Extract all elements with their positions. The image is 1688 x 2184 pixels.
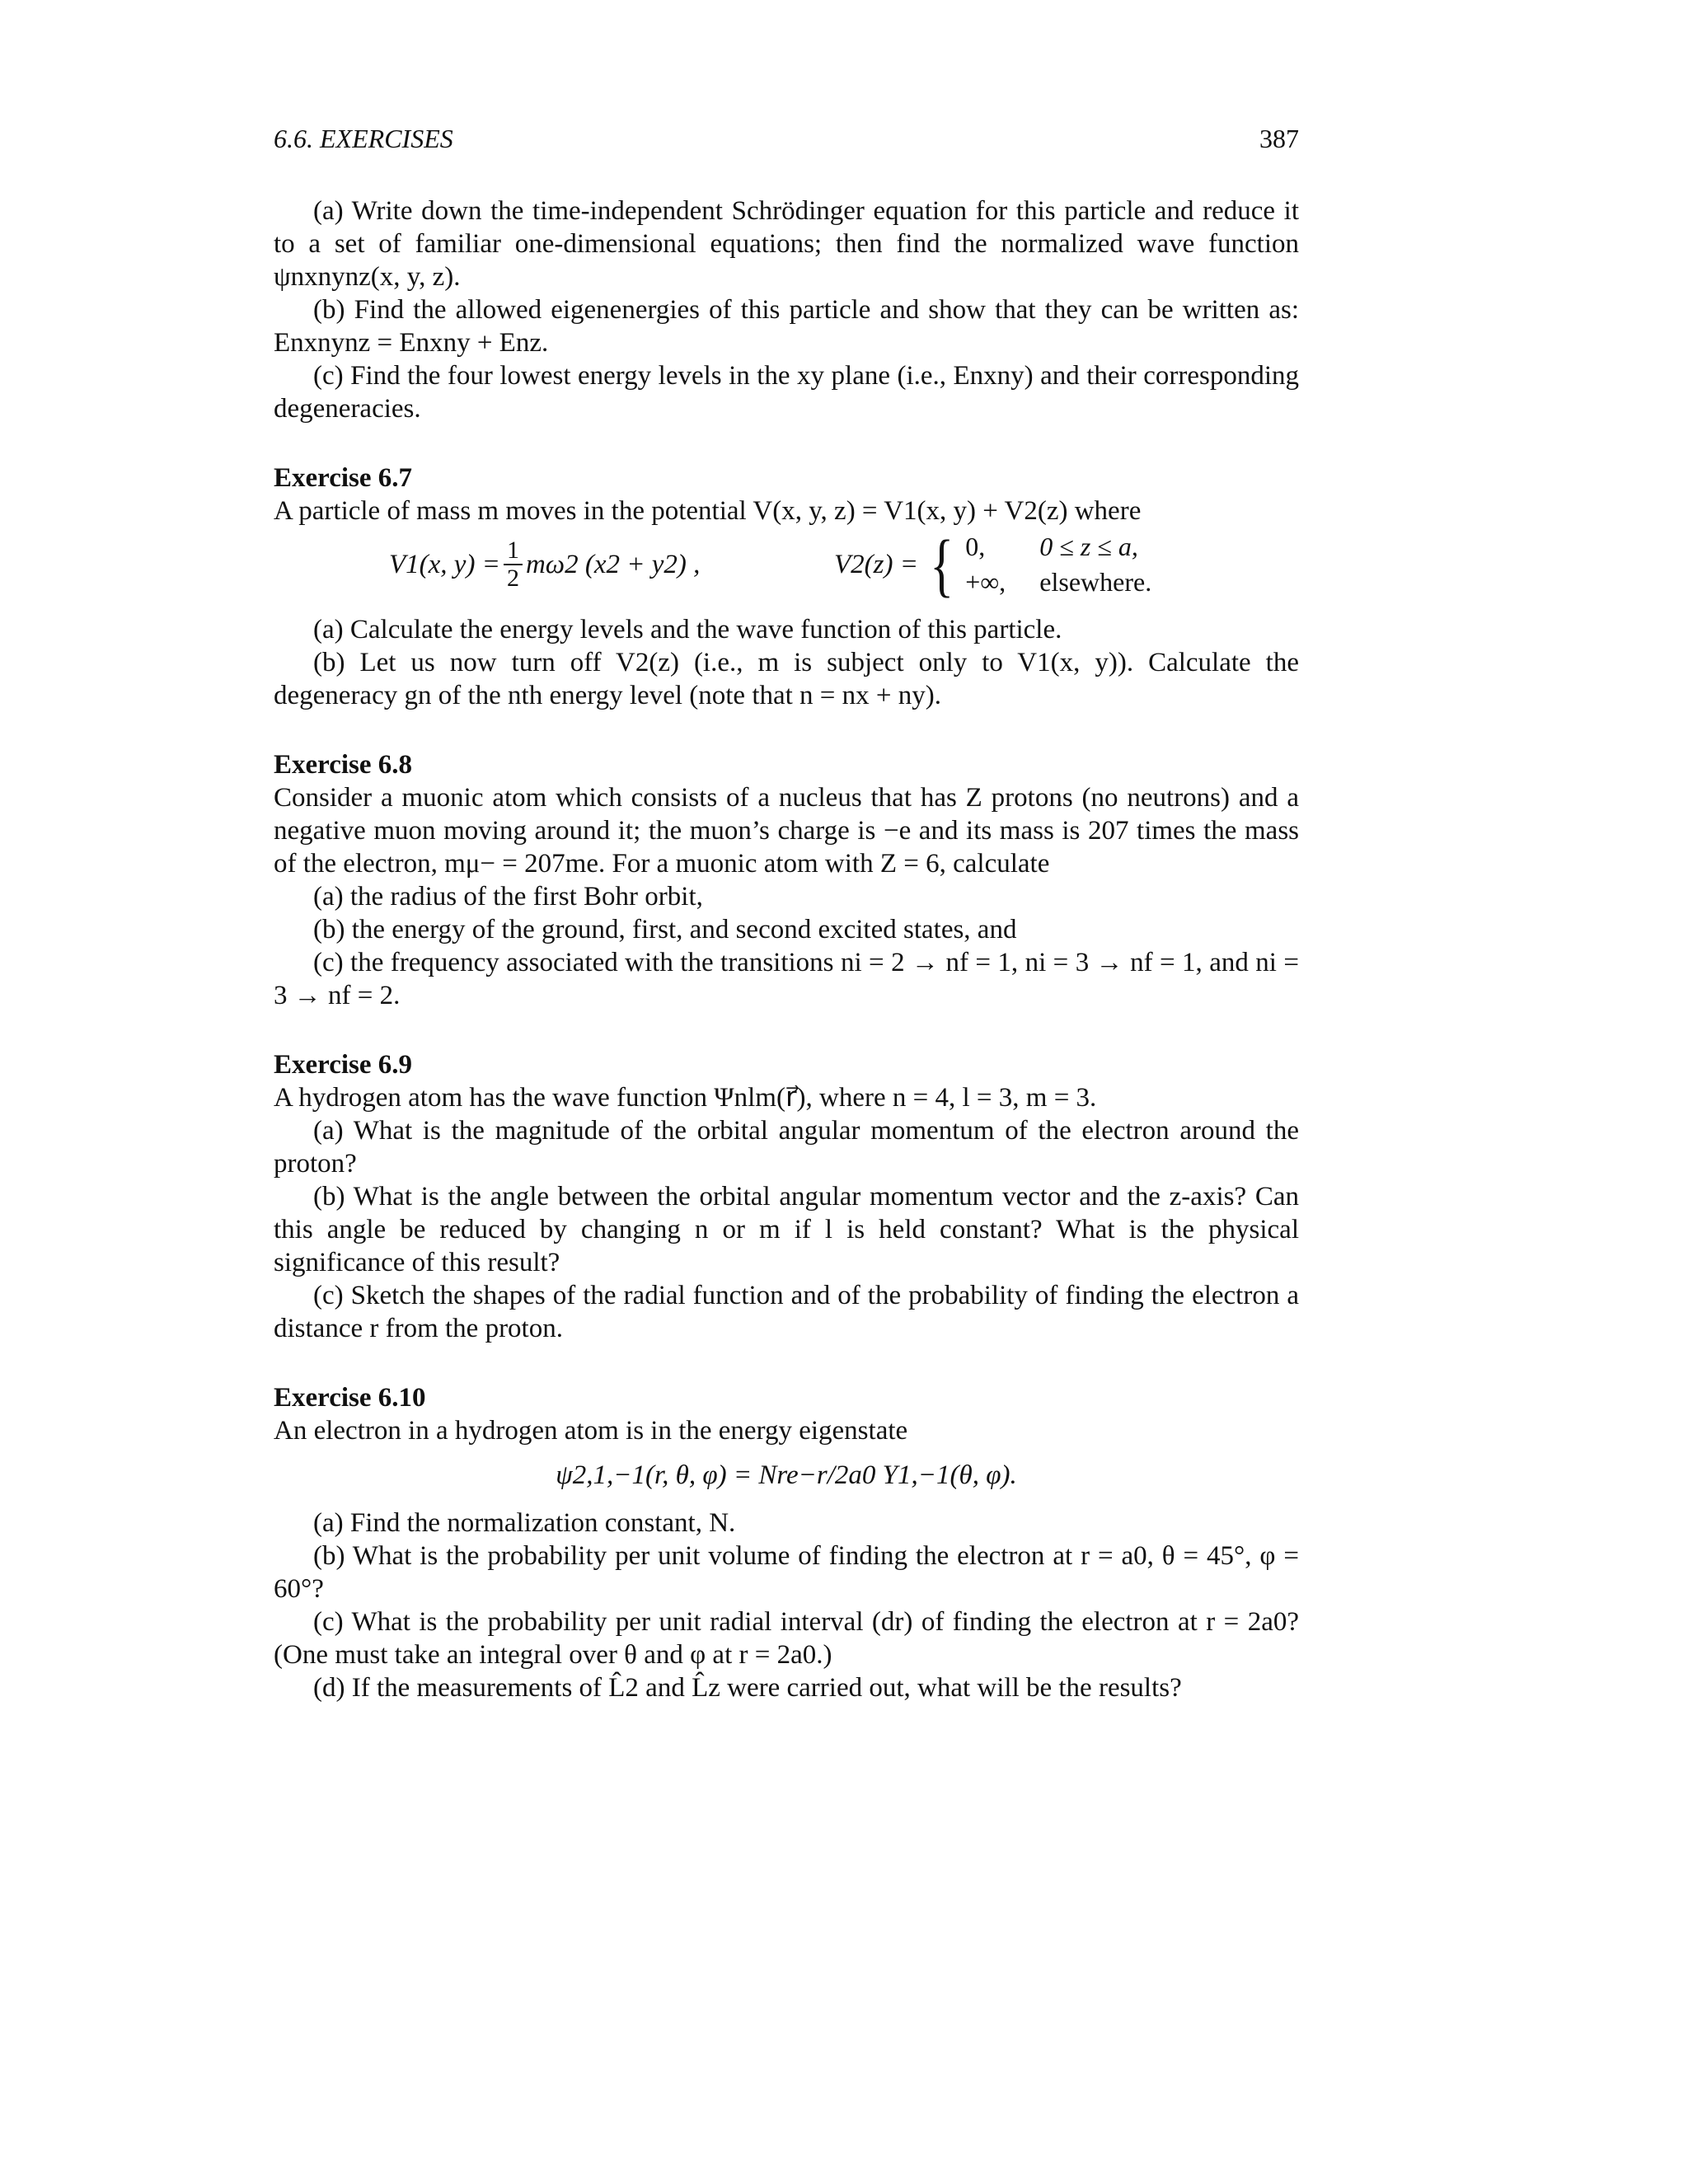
exercise-6-8-title: Exercise 6.8 [274, 750, 413, 780]
exercise-6-9-part-b: (b) What is the angle between the orbital angular momentum vector and the z-axis? Can this angle be reduced by changing n or m if l is held constant? What is the physical significance of this result? [274, 1182, 1299, 1277]
potential-equations [274, 527, 1299, 602]
page-number: 387 [1259, 124, 1299, 153]
v1-equation: V1(x, y) = $\frac{1}{2}$ mω2 (x2 + y2) , [389, 537, 701, 592]
exercise-6-9-part-a: (a) What is the magnitude of the orbital angular momentum of the electron around the proton? [274, 1116, 1299, 1179]
exercise-6-8-part-b: (b) the energy of the ground, first, and second excited states, and [313, 915, 1017, 944]
exercise-6-8-part-a: (a) the radius of the first Bohr orbit, [313, 882, 703, 912]
exercise-6-7-statement: A particle of mass m moves in the potential V(x, y, z) = V1(x, y) + V2(z) where [274, 496, 1142, 526]
running-header [274, 124, 1299, 157]
intro-part-c: (c) Find the four lowest energy levels in the xy plane (i.e., Enxny) and their corresponding degeneracies. [274, 361, 1299, 424]
exercise-6-10-part-a: (a) Find the normalization constant, N. [313, 1508, 736, 1538]
section-title: 6.6. EXERCISES [274, 124, 453, 153]
exercise-6-9-title: Exercise 6.9 [274, 1050, 413, 1080]
page [274, 124, 1299, 1704]
exercise-6-9-part-c: (c) Sketch the shapes of the radial function and of the probability of finding the electron a distance r from the proton. [274, 1281, 1299, 1343]
left-brace: { [930, 525, 954, 604]
exercise-6-10-statement: An electron in a hydrogen atom is in the energy eigenstate [274, 1416, 908, 1446]
intro-part-a: (a) Write down the time-independent Schrödinger equation for this particle and reduce it to a set of familiar one-dimensional equations; then find the normalized wave function ψnxnynz(x, y, z). [274, 196, 1299, 292]
exercise-6-10-part-c: (c) What is the probability per unit radial interval (dr) of finding the electron at r = 2a0? (One must take an integral over θ and φ at r = 2a0.) [274, 1607, 1299, 1670]
one-half-fraction: $\frac{1}{2}$ [504, 537, 523, 592]
exercise-6-9-statement: A hydrogen atom has the wave function Ψnlm(r⃗), where n = 4, l = 3, m = 3. [274, 1083, 1097, 1113]
exercise-6-8-part-c: (c) the frequency associated with the transitions ni = 2 → nf = 1, ni = 3 → nf = 1, and ni = 3 → nf = 2. [274, 948, 1299, 1010]
exercise-6-7-part-b: (b) Let us now turn off V2(z) (i.e., m is subject only to V1(x, y)). Calculate the degeneracy gn of the nth energy level (note that n = nx + ny). [274, 648, 1299, 710]
piecewise-cases: 0, 0 ≤ z ≤ a, +∞, elsewhere. [965, 532, 1152, 597]
exercise-6-7-title: Exercise 6.7 [274, 463, 413, 493]
eigenstate-equation: ψ2,1,−1(r, θ, φ) = Nre−r/2a0 Y1,−1(θ, φ). [556, 1460, 1017, 1490]
v2-equation: V2(z) = { 0, 0 ≤ z ≤ a, +∞, elsewhere. [834, 527, 1171, 602]
exercise-6-7-part-a: (a) Calculate the energy levels and the wave function of this particle. [313, 615, 1062, 644]
exercise-6-10-part-b: (b) What is the probability per unit volume of finding the electron at r = a0, θ = 45°, φ = 60°? [274, 1541, 1299, 1604]
exercise-6-8-statement: Consider a muonic atom which consists of a nucleus that has Z protons (no neutrons) and a negative muon moving around it; the muon’s charge is −e and its mass is 207 times the mass of the electron, mμ− = 207me. For a muonic atom with Z = 6, calculate [274, 783, 1299, 879]
intro-part-b: (b) Find the allowed eigenenergies of this particle and show that they can be written as: Enxnynz = Enxny + Enz. [274, 295, 1299, 358]
exercise-6-10-title: Exercise 6.10 [274, 1383, 426, 1413]
exercise-6-10-part-d: (d) If the measurements of L̂2 and L̂z were carried out, what will be the results? [313, 1673, 1182, 1703]
